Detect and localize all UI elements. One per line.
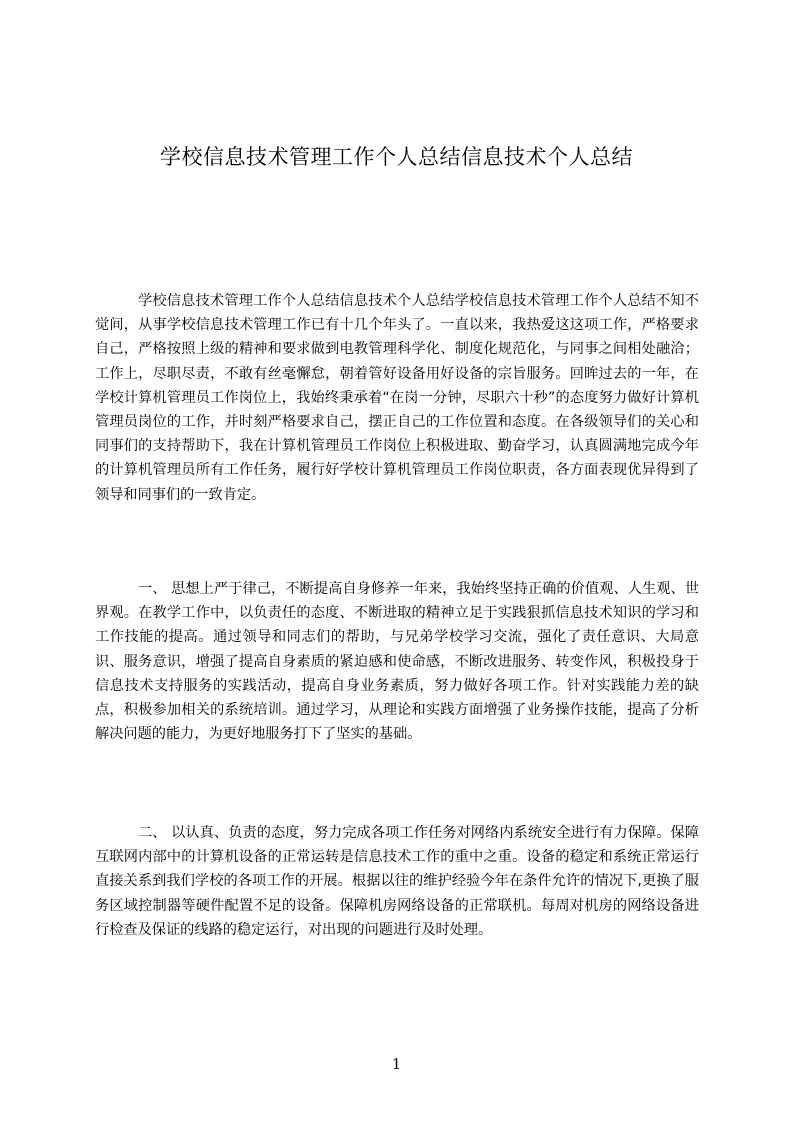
- body-paragraph-section-one: 一、 思想上严于律己，不断提高自身修养一年来，我始终坚持正确的价值观、人生观、世界观。在教学工作中，以负责任的态度、不断进取的精神立足于实践狠抓信息技术知识的学习和工作技能的提高。通过领导和同志们的帮助，与兄弟学校学习交流，强化了责任意识、大局意识、服务意识，增强了提高自身素质的紧迫感和使命感，不断改进服务、转变作风，积极投身于信息技术支持服务的实践活动，提高自身业务素质，努力做好各项工作。针对实践能力差的缺点，积极参加相关的系统培训。通过学习，从理论和实践方面增强了业务操作技能，提高了分析解决问题的能力，为更好地服务打下了坚实的基础。: [95, 581, 699, 743]
- page-number: 1: [391, 1055, 402, 1073]
- document-title: 学校信息技术管理工作个人总结信息技术个人总结: [160, 145, 633, 169]
- body-paragraph-section-two: 二、 以认真、负责的态度，努力完成各项工作任务对网络内系统安全进行有力保障。保障互联网内部中的计算机设备的正常运转是信息技术工作的重中之重。设备的稳定和系统正常运行直接关系到我们学校的各项工作的开展。根据以往的维护经验今年在条件允许的情况下,更换了服务区域控制器等硬件配置不足的设备。保障机房网络设备的正常联机。每周对机房的网络设备进行检查及保证的线路的稳定运行，对出现的问题进行及时处理。: [95, 825, 699, 938]
- body-paragraph-intro: 学校信息技术管理工作个人总结信息技术个人总结学校信息技术管理工作个人总结不知不觉间，从事学校信息技术管理工作已有十几个年头了。一直以来，我热爱这这项工作，严格要求自己，严格按照上级的精神和要求做到电教管理科学化、制度化规范化，与同事之间相处融洽；工作上，尽职尽责，不敢有丝毫懈怠，朝着管好设备用好设备的宗旨服务。回眸过去的一年，在学校计算机管理员工作岗位上，我始终秉承着“在岗一分钟，尽职六十秒”的态度努力做好计算机管理员岗位的工作，并时刻严格要求自己，摆正自己的工作位置和态度。在各级领导们的关心和同事们的支持帮助下，我在计算机管理员工作岗位上积极进取、勤奋学习，认真圆满地完成今年的计算机管理员所有工作任务，履行好学校计算机管理员工作岗位职责，各方面表现优异得到了领导和同事们的一致肯定。: [95, 293, 699, 503]
